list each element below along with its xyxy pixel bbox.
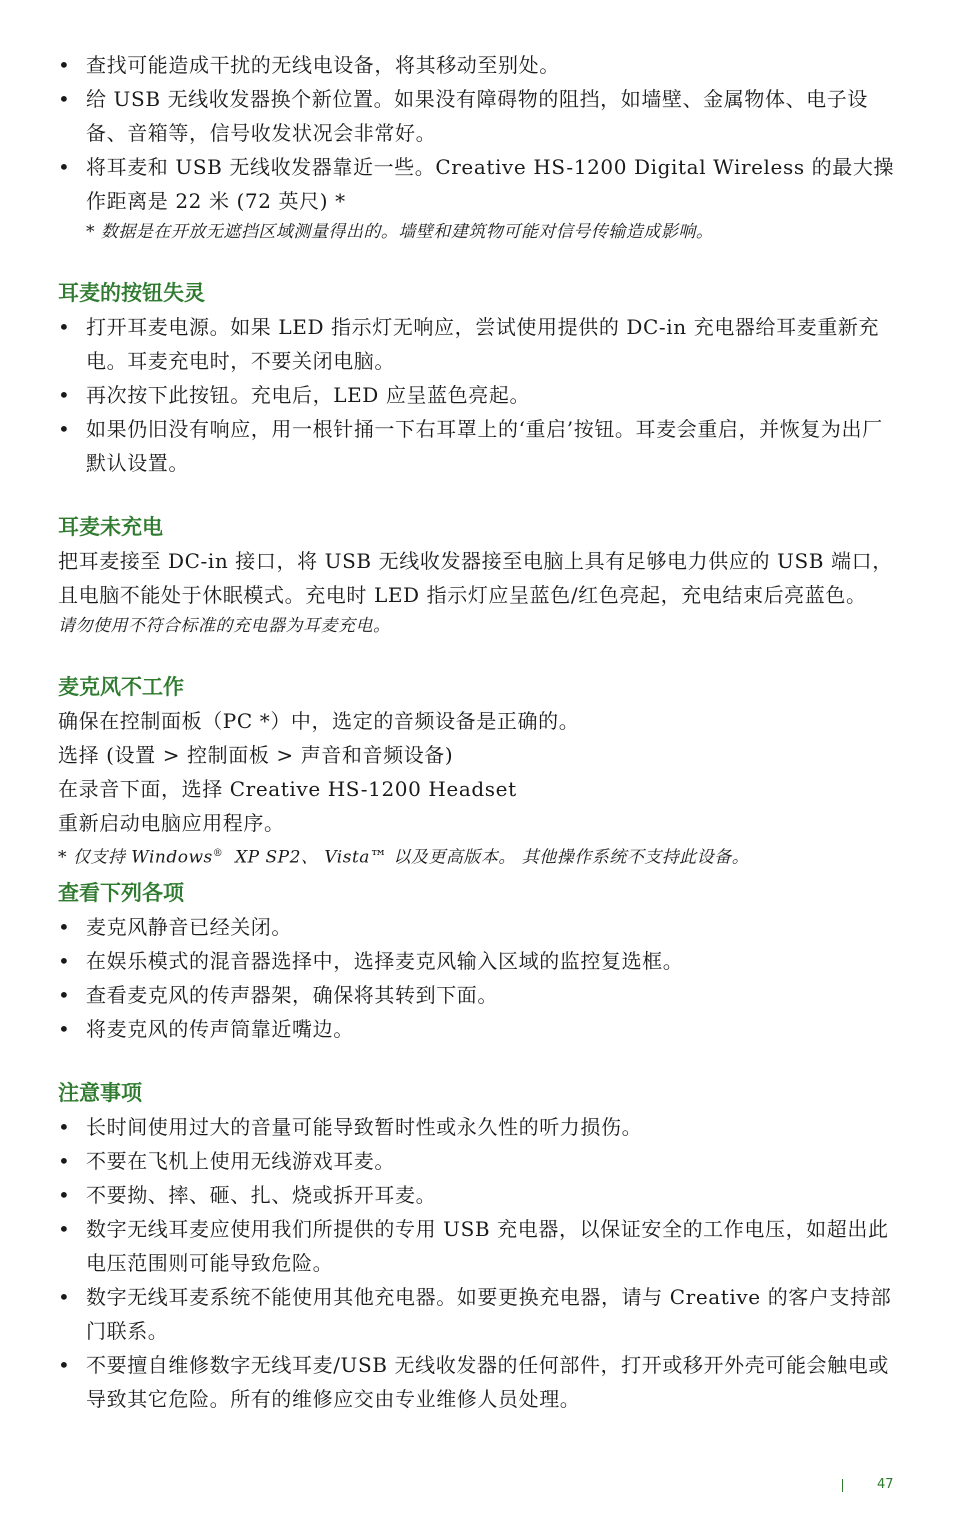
list-item: • 查找可能造成干扰的无线电设备，将其移动至别处。 [58, 48, 903, 82]
bullet-icon: • [58, 1216, 71, 1241]
list-item: • 不要擅自维修数字无线耳麦/USB 无线收发器的任何部件，打开或移开外壳可能会触电或导致其它危险。所有的维修应交由专业维修人员处理。 [58, 1348, 903, 1416]
bullet-icon: • [58, 948, 71, 973]
caution-bullet-list [58, 1110, 903, 1416]
range-footnote: * 数据是在开放无遮挡区域测量得出的。墙壁和建筑物可能对信号传输造成影响。 [86, 222, 714, 242]
bullet-icon: • [58, 315, 71, 339]
list-item: • 打开耳麦电源。如果 LED 指示灯无响应，尝试使用提供的 DC-in 充电器给耳麦重新充电。耳麦充电时，不要关闭电脑。 [58, 310, 903, 378]
bullet-icon: • [58, 1114, 71, 1139]
charging-note: 请勿使用不符合标准的充电器为耳麦充电。 [58, 616, 391, 636]
list-item: • 不要拗、摔、砸、扎、烧或拆开耳麦。 [58, 1178, 903, 1212]
list-item: • 在娱乐模式的混音器选择中，选择麦克风输入区域的监控复选框。 [58, 944, 903, 978]
bullet-icon: • [58, 53, 71, 77]
list-item: • 不要在飞机上使用无线游戏耳麦。 [58, 1144, 903, 1178]
section-title-check: 查看下列各项 [58, 880, 184, 905]
bullet-icon: • [58, 914, 71, 939]
bullet-icon: • [58, 1284, 71, 1309]
os-support-note: * 仅支持 Windows® XP SP2、 Vista™ 以及更高版本。 其他操作系统不支持此设备。 [58, 847, 750, 868]
bullet-icon: • [58, 87, 71, 111]
list-item: • 将耳麦和 USB 无线收发器靠近一些。Creative HS-1200 Digital Wireless 的最大操作距离是 22 米 (72 英尺) * [58, 150, 903, 218]
charging-paragraph: 把耳麦接至 DC-in 接口，将 USB 无线收发器接至电脑上具有足够电力供应的 USB 端口，且电脑不能处于休眠模式。充电时 LED 指示灯应呈蓝色/红色亮起，充电结束后亮蓝色。 [58, 549, 893, 607]
bullet-icon: • [58, 1016, 71, 1041]
footer-divider [842, 1479, 843, 1492]
list-item: • 数字无线耳麦应使用我们所提供的专用 USB 充电器，以保证安全的工作电压，如超出此电压范围则可能导致危险。 [58, 1212, 903, 1280]
mic-line: 选择 (设置 > 控制面板 > 声音和音频设备) [58, 743, 454, 767]
section-title-caution: 注意事项 [58, 1080, 142, 1105]
manual-page [58, 48, 903, 1416]
page-number: 47 [877, 1477, 894, 1492]
section-title-charging: 耳麦未充电 [58, 515, 163, 539]
bullet-icon: • [58, 1148, 71, 1173]
list-item: • 数字无线耳麦系统不能使用其他充电器。如要更换充电器，请与 Creative 的客户支持部门联系。 [58, 1280, 903, 1348]
buttons-bullet-list [58, 310, 903, 480]
list-item: • 查看麦克风的传声器架，确保将其转到下面。 [58, 978, 903, 1012]
mic-line: 在录音下面，选择 Creative HS-1200 Headset [58, 777, 517, 801]
bullet-icon: • [58, 982, 71, 1007]
section-title-buttons: 耳麦的按钮失灵 [58, 281, 205, 305]
list-item: • 将麦克风的传声筒靠近嘴边。 [58, 1012, 903, 1046]
list-item: • 长时间使用过大的音量可能导致暂时性或永久性的听力损伤。 [58, 1110, 903, 1144]
list-item: • 给 USB 无线收发器换个新位置。如果没有障碍物的阻挡，如墙壁、金属物体、电子设备、音箱等，信号收发状况会非常好。 [58, 82, 903, 150]
bullet-icon: • [58, 383, 71, 407]
mic-line: 确保在控制面板（PC *）中，选定的音频设备是正确的。 [58, 709, 580, 733]
check-bullet-list [58, 910, 903, 1046]
list-item: • 再次按下此按钮。充电后，LED 应呈蓝色亮起。 [58, 378, 903, 412]
bullet-icon: • [58, 155, 71, 179]
bullet-icon: • [58, 1182, 71, 1207]
list-item: • 如果仍旧没有响应，用一根针捅一下右耳罩上的‘重启’按钮。耳麦会重启，并恢复为出厂默认设置。 [58, 412, 903, 480]
list-item: • 麦克风静音已经关闭。 [58, 910, 903, 944]
intro-bullet-list [58, 48, 903, 218]
page-footer [842, 1475, 894, 1496]
bullet-icon: • [58, 1352, 71, 1377]
bullet-icon: • [58, 417, 71, 441]
section-title-microphone: 麦克风不工作 [58, 675, 184, 699]
mic-line: 重新启动电脑应用程序。 [58, 811, 285, 835]
